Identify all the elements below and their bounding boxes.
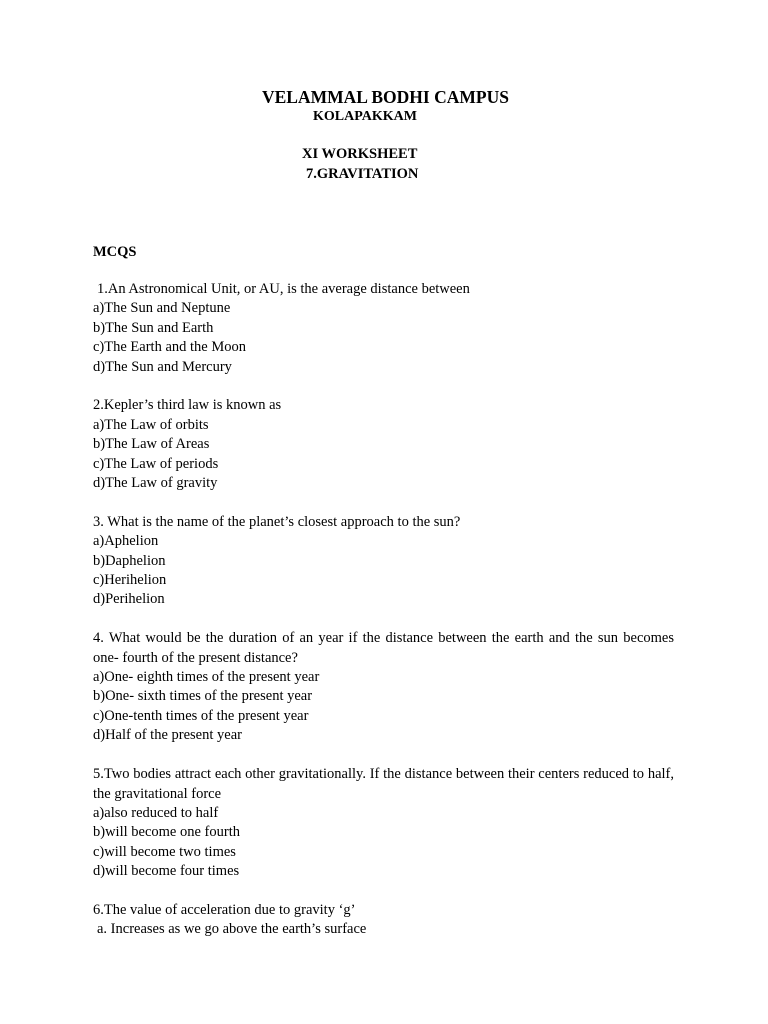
chapter-title: 7.GRAVITATION [306,166,419,182]
question-text: 3. What is the name of the planet’s closest approach to the sun? [93,513,461,530]
option-b: b)One- sixth times of the present year [93,688,313,705]
question-text: 6.The value of acceleration due to gravity ‘g’ [93,901,356,918]
option-d: d)Half of the present year [93,727,242,744]
option-c: c)One-tenth times of the present year [93,707,309,724]
option-c: c)The Earth and the Moon [93,339,247,356]
option-a: a)The Law of orbits [93,416,209,433]
question-3 [93,513,674,610]
option-a: a. Increases as we go above the earth’s surface [97,921,367,938]
question-text: 1.An Astronomical Unit, or AU, is the average distance between [97,281,470,297]
school-name: VELAMMAL BODHI CAMPUS [262,87,509,107]
school-location: KOLAPAKKAM [313,109,417,124]
option-b: b)will become one fourth [93,824,240,841]
question-list [93,280,674,959]
question-text: 5.Two bodies attract each other gravitationally. If the distance between their centers reduced to half, the gravitational force [93,766,674,802]
option-b: b)The Sun and Earth [93,319,214,336]
option-d: d)Perihelion [93,591,165,608]
question-5 [93,765,674,881]
question-text: 2.Kepler’s third law is known as [93,397,282,414]
option-d: d)will become four times [93,863,240,880]
question-text: 4. What would be the duration of an year if the distance between the earth and the sun becomes one- fourth of the present distance? [93,630,674,666]
option-c: c)The Law of periods [93,455,219,472]
question-2 [93,396,674,493]
option-a: a)Aphelion [93,533,159,550]
option-b: b)Daphelion [93,552,166,569]
question-4 [93,629,674,745]
worksheet-title: XI WORKSHEET [302,146,418,162]
section-title: MCQS [93,244,137,260]
option-d: d)The Law of gravity [93,475,218,492]
question-1 [93,280,674,377]
option-a: a)The Sun and Neptune [93,300,231,317]
question-6 [93,901,674,940]
option-a: a)One- eighth times of the present year [93,669,320,686]
option-a: a)also reduced to half [93,804,219,821]
option-b: b)The Law of Areas [93,436,210,453]
option-c: c)will become two times [93,843,236,860]
option-c: c)Herihelion [93,572,167,589]
option-d: d)The Sun and Mercury [93,358,232,375]
